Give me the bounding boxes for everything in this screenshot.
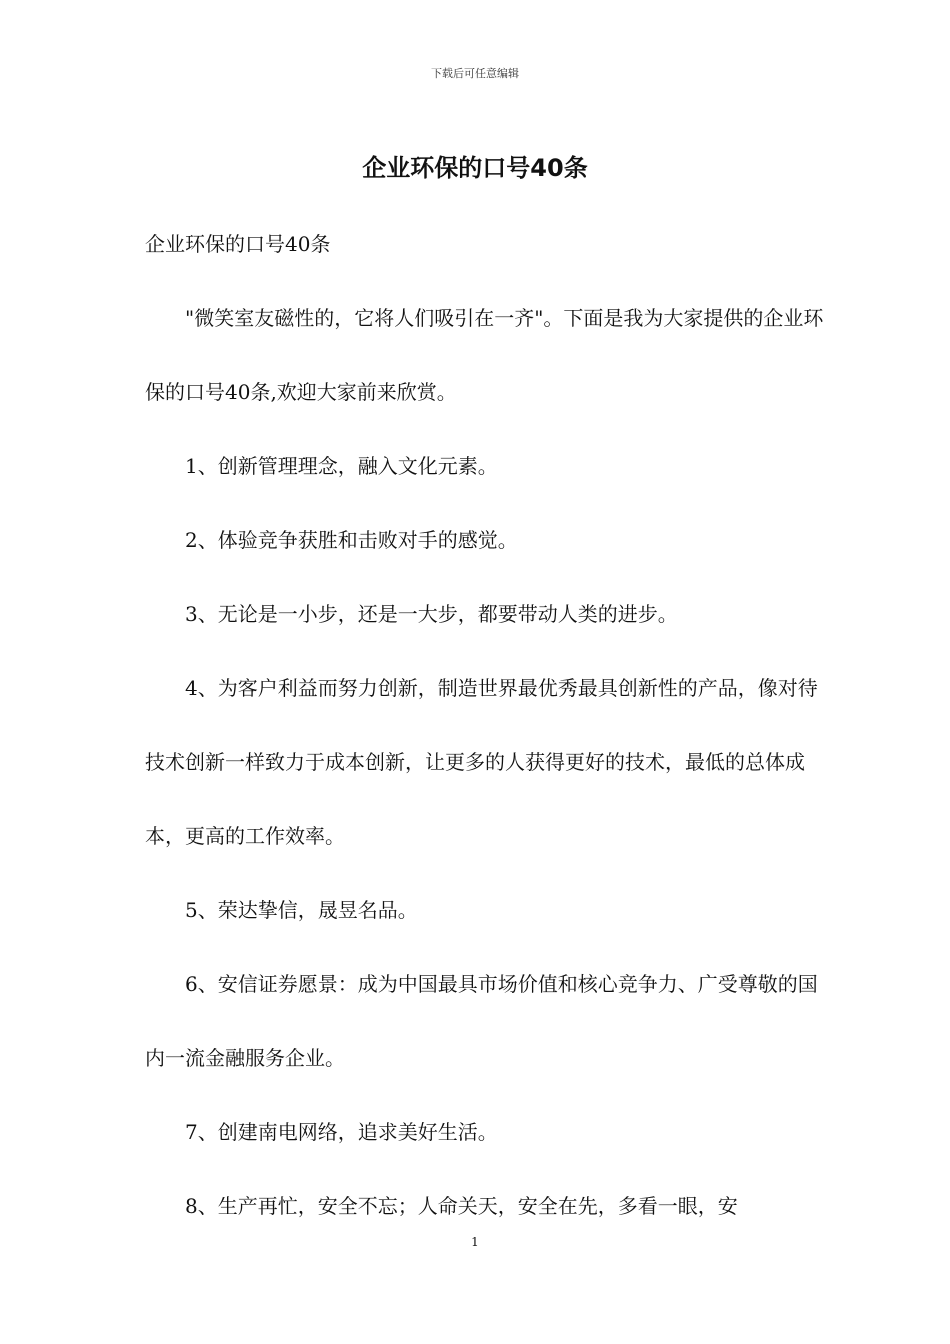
- slogan-item-6: 6、安信证券愿景：成为中国最具市场价值和核心竞争力、广受尊敬的国内一流金融服务企业。: [145, 972, 818, 1070]
- slogan-item-4: 4、为客户利益而努力创新，制造世界最优秀最具创新性的产品，像对待技术创新一样致力于成本创新，让更多的人获得更好的技术，最低的总体成本，更高的工作效率。: [145, 676, 818, 848]
- document-body: [145, 207, 825, 1243]
- page-number: 1: [471, 1235, 479, 1249]
- slogan-item-7: 7、创建南电网络，追求美好生活。: [185, 1120, 498, 1144]
- page-header-note: 下载后可任意编辑: [431, 67, 519, 80]
- document-title: 企业环保的口号40条: [362, 154, 588, 182]
- intro-paragraph: "微笑室友磁性的，它将人们吸引在一齐"。下面是我为大家提供的企业环保的口号40条,欢迎大家前来欣赏。: [145, 306, 824, 404]
- slogan-item-1: 1、创新管理理念，融入文化元素。: [185, 454, 498, 478]
- slogan-item-5: 5、荣达挚信，晟昱名品。: [185, 898, 418, 922]
- document-subtitle: 企业环保的口号40条: [145, 232, 331, 256]
- slogan-item-8: 8、生产再忙，安全不忘；人命关天，安全在先，多看一眼，安: [185, 1194, 738, 1218]
- slogan-item-2: 2、体验竞争获胜和击败对手的感觉。: [185, 528, 518, 552]
- slogan-item-3: 3、无论是一小步，还是一大步，都要带动人类的进步。: [185, 602, 678, 626]
